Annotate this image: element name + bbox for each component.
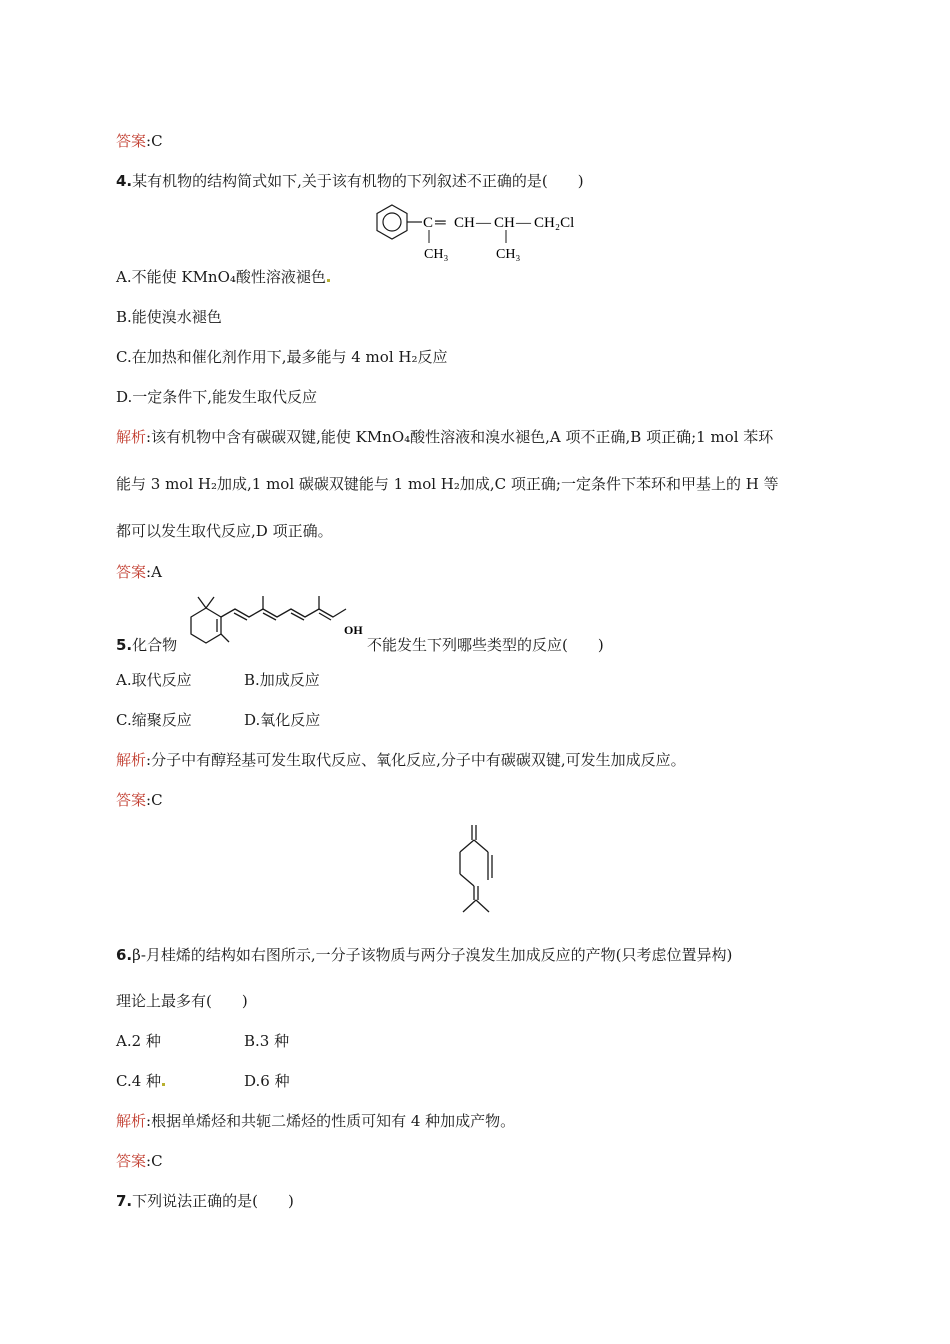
struct-ch3-2: CH₃: [496, 247, 521, 262]
q6-option-c-text: C.4 种: [116, 1072, 162, 1090]
q6-option-d: D.6 种: [244, 1072, 290, 1090]
q4-option-a: [116, 267, 330, 287]
analysis-label: 解析: [116, 751, 147, 769]
q4-option-b: B.能使溴水褪色: [116, 308, 222, 326]
q5-option-c: C.缩聚反应: [116, 711, 192, 729]
analysis-sep: :: [146, 1112, 152, 1130]
analysis-sep: :: [146, 428, 152, 446]
analysis-label: 解析: [116, 428, 147, 446]
q4-stem-text: 某有机物的结构简式如下,关于该有机物的下列叙述不正确的是( ): [132, 172, 584, 190]
q6-option-b: B.3 种: [244, 1032, 290, 1050]
answer-label: 答案: [116, 563, 147, 581]
struct-bond-1: —: [476, 215, 491, 231]
q4-option-d: D.一定条件下,能发生取代反应: [116, 388, 318, 406]
analysis-text: 根据单烯烃和共轭二烯烃的性质可知有 4 种加成产物。: [151, 1112, 516, 1130]
q4-number: 4.: [116, 172, 133, 190]
q5-stem-end: 不能发生下列哪些类型的反应( ): [367, 636, 604, 654]
q5-stem-before: 化合物: [132, 636, 178, 654]
prev-answer: [116, 131, 163, 151]
analysis-text: 该有机物中含有碳碳双键,能使 KMnO₄酸性溶液和溴水褪色,A 项不正确,B 项正确;1 mol 苯环: [151, 428, 774, 446]
q4-analysis-line2: 能与 3 mol H₂加成,1 mol 碳碳双键能与 1 mol H₂加成,C 项正确;一定条件下苯环和甲基上的 H 等: [116, 475, 779, 493]
q5-answer: [116, 790, 163, 810]
oh-label: OH: [344, 623, 363, 637]
q6-option-a: A.2 种: [116, 1032, 161, 1050]
answer-sep: :: [146, 132, 152, 150]
q4-stem: [116, 171, 584, 191]
edit-mark: [162, 1083, 165, 1086]
answer-label: 答案: [116, 132, 147, 150]
q4-structure: [370, 200, 610, 264]
q5-option-d: D.氧化反应: [244, 711, 321, 729]
answer-value: A: [151, 563, 162, 581]
edit-mark: [327, 279, 330, 282]
struct-ch-1: CH: [454, 215, 475, 231]
q4-analysis-line3: 都可以发生取代反应,D 项正确。: [116, 522, 333, 540]
q5-option-a: A.取代反应: [116, 671, 192, 689]
q5-option-b: B.加成反应: [244, 671, 320, 689]
answer-sep: :: [146, 791, 152, 809]
q4-option-c: C.在加热和催化剂作用下,最多能与 4 mol H₂反应: [116, 348, 448, 366]
q6-stem-text: β-月桂烯的结构如右图所示,一分子该物质与两分子溴发生加成反应的产物(只考虑位置异构): [132, 946, 733, 964]
struct-double-bond: ═: [435, 215, 446, 231]
answer-value: C: [151, 791, 163, 809]
struct-ch3-1: CH₃: [424, 247, 449, 262]
struct-ch-2: CH: [494, 215, 515, 231]
q5-structure: [178, 592, 368, 652]
q4-analysis-line1: [116, 427, 773, 447]
q6-stem-line2: 理论上最多有( ): [116, 992, 248, 1010]
answer-value: C: [151, 132, 163, 150]
answer-value: C: [151, 1152, 163, 1170]
q6-stem-line1: [116, 945, 732, 965]
q4-option-a-text: A.不能使 KMnO₄酸性溶液褪色: [116, 268, 326, 286]
q5-stem-start: [116, 635, 177, 655]
q5-analysis: [116, 750, 686, 770]
answer-label: 答案: [116, 1152, 147, 1170]
answer-sep: :: [146, 1152, 152, 1170]
q6-structure: [440, 822, 510, 918]
benzene-ring: [377, 205, 407, 239]
q7-number: 7.: [116, 1192, 133, 1210]
q4-answer: [116, 562, 162, 582]
q6-answer: [116, 1151, 163, 1171]
analysis-label: 解析: [116, 1112, 147, 1130]
answer-label: 答案: [116, 791, 147, 809]
struct-c: C: [423, 215, 434, 231]
q6-number: 6.: [116, 946, 133, 964]
q5-number: 5.: [116, 636, 133, 654]
q7-stem: [116, 1191, 294, 1211]
struct-bond-2: —: [516, 215, 531, 231]
analysis-text: 分子中有醇羟基可发生取代反应、氧化反应,分子中有碳碳双键,可发生加成反应。: [151, 751, 686, 769]
q6-option-c: [116, 1071, 165, 1091]
q7-stem-text: 下列说法正确的是( ): [132, 1192, 294, 1210]
answer-sep: :: [146, 563, 152, 581]
q6-analysis: [116, 1111, 515, 1131]
struct-ch2cl: CH₂Cl: [534, 215, 575, 231]
analysis-sep: :: [146, 751, 152, 769]
